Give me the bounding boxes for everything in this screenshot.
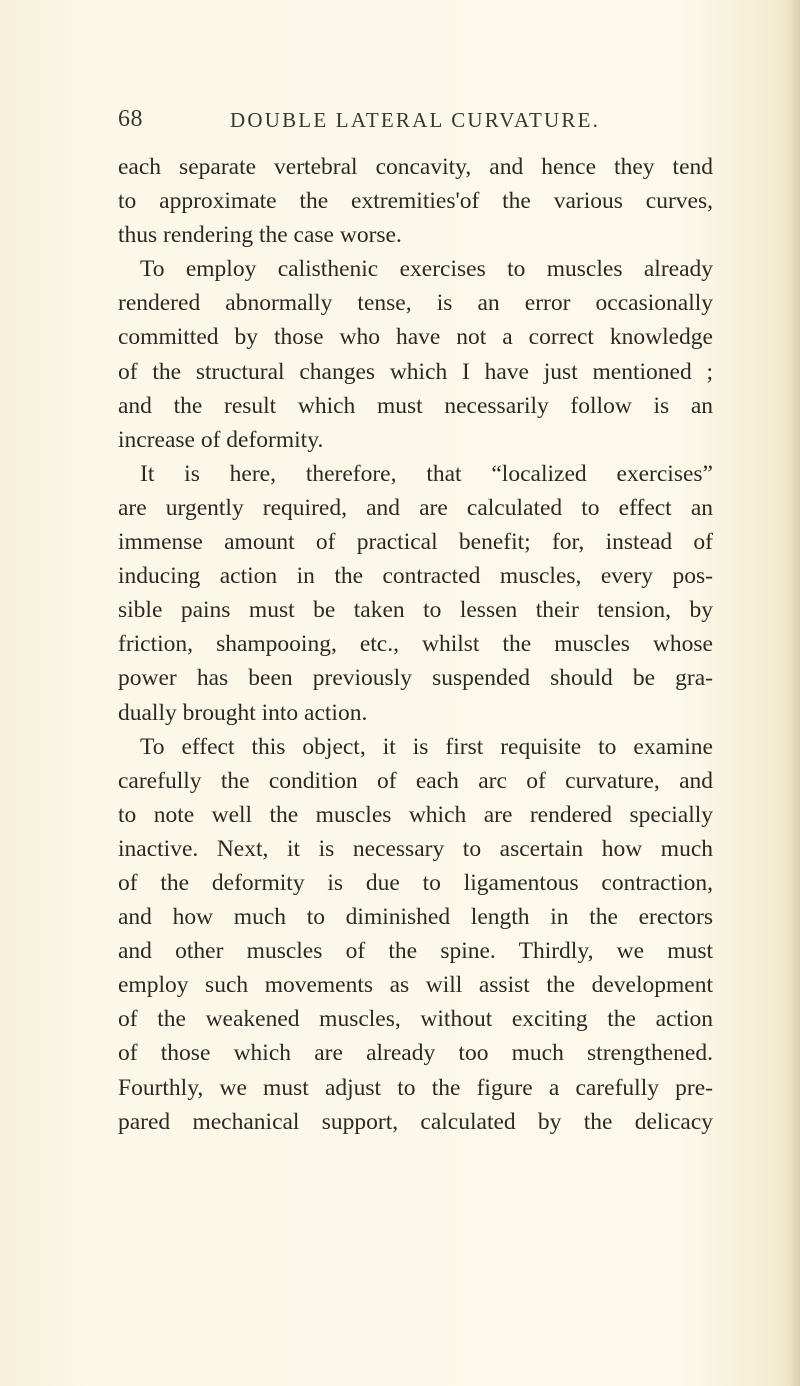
page-number: 68 — [118, 106, 143, 132]
text-line: of the weakened muscles, without exciting the action — [118, 1006, 713, 1033]
text-line: employ such movements as will assist the development — [118, 972, 713, 999]
body-text — [118, 150, 713, 1139]
text-line: committed by those who have not a correct knowledge — [118, 324, 713, 351]
text-line: To effect this object, it is first requisite to examine — [140, 733, 713, 760]
text-line: Fourthly, we must adjust to the figure a carefully pre- — [118, 1074, 713, 1101]
text-line: and how much to diminished length in the erectors — [118, 904, 713, 931]
text-line: of the structural changes which I have just mentioned ; — [118, 358, 713, 385]
text-line: to approximate the extremities'of the various curves, — [118, 188, 713, 215]
text-line: increase of deformity. — [118, 426, 324, 453]
text-line: are urgently required, and are calculated to effect an — [118, 494, 713, 521]
page-header — [0, 100, 800, 140]
running-head: DOUBLE LATERAL CURVATURE. — [230, 108, 601, 132]
text-line: immense amount of practical benefit; for, instead of — [118, 529, 713, 556]
text-line: and the result which must necessarily follow is an — [118, 392, 713, 419]
text-line: pared mechanical support, calculated by the delicacy — [118, 1108, 713, 1135]
text-line: to note well the muscles which are rendered specially — [118, 801, 713, 828]
text-line: dually brought into action. — [118, 699, 368, 726]
text-line: friction, shampooing, etc., whilst the muscles whose — [118, 631, 713, 658]
text-line: inactive. Next, it is necessary to ascertain how much — [118, 835, 713, 862]
text-line: It is here, therefore, that “localized exercises” — [140, 460, 713, 487]
text-line: of those which are already too much strengthened. — [118, 1040, 713, 1067]
text-line: rendered abnormally tense, is an error occasionally — [118, 290, 713, 317]
text-line: thus rendering the case worse. — [118, 222, 402, 249]
text-line: power has been previously suspended should be gra- — [118, 665, 713, 692]
text-line: and other muscles of the spine. Thirdly, we must — [118, 938, 713, 965]
text-line: inducing action in the contracted muscles, every pos- — [118, 563, 713, 590]
text-line: each separate vertebral concavity, and hence they tend — [118, 154, 713, 180]
text-line: of the deformity is due to ligamentous contraction, — [118, 869, 713, 896]
text-line: To employ calisthenic exercises to muscles already — [140, 256, 713, 283]
text-line: carefully the condition of each arc of curvature, and — [118, 767, 713, 794]
text-line: sible pains must be taken to lessen their tension, by — [118, 597, 713, 624]
